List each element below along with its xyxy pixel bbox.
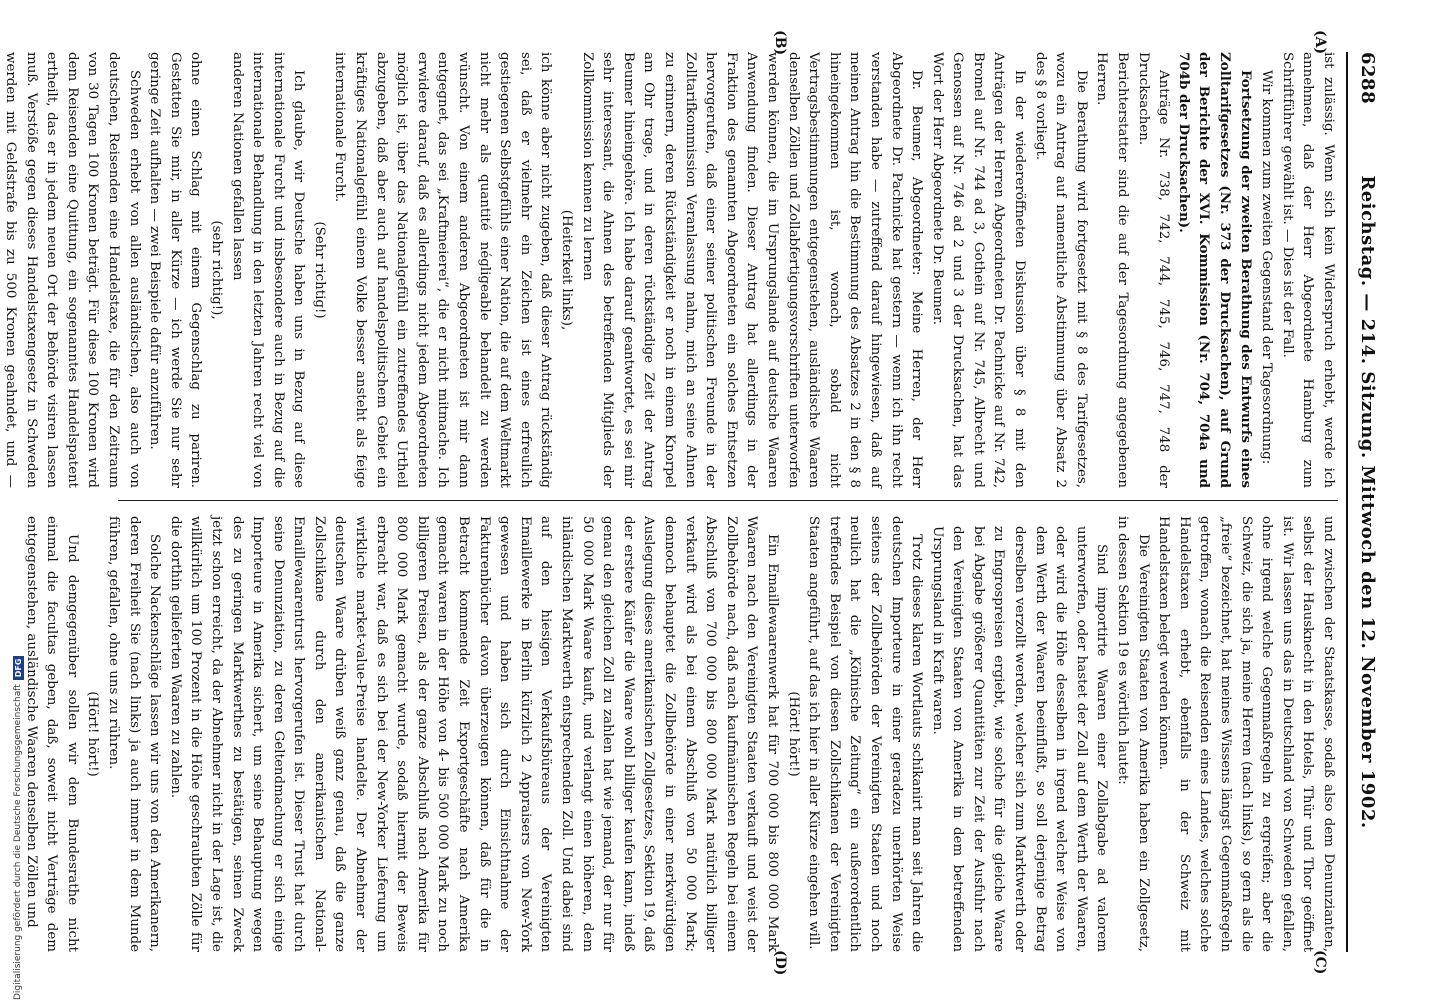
column-divider	[118, 500, 1338, 501]
paragraph: Ich glaube, wir Deutsche haben uns in Bezug auf diese internationale Furcht und insbesondere auch in Bezug auf die internationale Behandlung in den letzten Jahren recht viel von anderen Nationen gefallen lassen	[229, 52, 307, 488]
quoted-law-text: Sind importirte Waaren einer Zollabgabe ad valorem unterworfen, oder hastet der Zoll auf dem Werth der Waaren, oder wird die Höhe desselben in irgend welcher Weise von dem Werth der Waaren beeinflußt, so soll derjenige Betrag derselben verzollt werden, welcher sich zum Marktwerth oder zu Engrospreisen ergiebt, wie solche für die gleiche Waare bei Abgabe größerer Quantitäten zur Zeit der Ausfuhr nach den Vereinigten Staaten von Amerika in dem betreffenden Ursprungsland in Kraft waren.	[929, 526, 1110, 952]
paragraph: ich könne aber nicht zugeben, daß dieser Antrag rückständig sei, daß er vielmehr ein Zeichen ist eines erfreulich gestiegenen Selbstgefühls einer Nation, die auf dem Weltmarkt nicht mehr als quantité négligeable behandelt zu werden wünscht. Von einem anderen Abgeordneten ist mir dann entgegnet, das sei „Kraftmeierei“, die er nicht mitmache. Ich erwidere darauf, daß es allerdings nicht jedem Abgeordneten möglich ist, über das Nationalgefühl ein zutreffendes Urtheil abzugeben, daß aber auch auf handelspolitischem Gebiet ein kräftiges Nationalgefühl einem Volke besser ansteht als feige internationale Furcht.	[332, 52, 554, 488]
interjection: (Sehr richtig!)	[311, 221, 327, 319]
page-title: Reichstag. — 214. Sitzung. Mittwoch den 12. November 1902.	[1357, 175, 1378, 829]
page-number: 6288	[1357, 52, 1378, 105]
interjection: (Heiterkeit links),	[559, 209, 575, 331]
paragraph: Solche Nackenschläge lassen wir uns von den Amerikanern, deren Freiheit Sie (nach links) ja auch immer in dem Munde führen, gefallen, ohne uns zu rühren.	[105, 516, 163, 952]
margin-mark-c: (C)	[1312, 950, 1328, 975]
margin-mark-d: (D)	[772, 950, 788, 976]
speech-paragraph: Dr. Beumer, Abgeordneter: Meine Herren, der Herr Abgeordnete Dr. Pachnicke hat gestern — wenn ich ihn recht verstanden habe — zutreffend darauf hingewiesen, daß auf meinen Antrag hin die Bestimmung des Absatzes 2 in den § 8 hineingekommen ist, wonach, sobald nicht Vertragsbestimmungen entgegenstehen, ausländische Waaren denselben Zöllen und Zollabfertigungsvorschriften unterworfen werden können, die im Ursprungslande auf deutsche Waaren Anwendung finden. Dieser Antrag hat allerdings in der Fraktion des genannten Abgeordneten ein solches Entsetzen hervorgerufen, daß einer seiner politischen Freunde in der Zolltarifkommission Veranlassung nahm, mich an seine Ahnen zu erinnern, deren Rückständigkeit er noch in einem Knorpel am Ohr trage, und in deren rückständige Zeit der Antrag Beumer hineingehöre. Ich habe darauf geantwortet, es sei mir sehr interessant, die Ahnen des betreffenden Mitglieds der Zollkommission kennen zu lernen	[579, 52, 925, 488]
paragraph: Berichterstatter sind die auf der Tagesordnung angegebenen Herren.	[1094, 52, 1131, 488]
agenda-item-heading: Fortsetzung der zweiten Berathung des Entwurfs eines Zolltarifgesetzes (Nr. 373 der Drucksachen), auf Grund der Berichte der XVI. Kommission (Nr. 704, 704a und 704b der Drucksachen).	[1175, 52, 1254, 488]
right-column	[23, 516, 1338, 952]
interjection: (Hört! hört!)	[85, 691, 101, 777]
digitization-footer	[8, 0, 28, 1000]
interjection: (Hört! hört!)	[785, 691, 801, 777]
paragraph: Trotz dieses klaren Wortlauts schikanirt man seit Jahren die deutschen Importeure in einer geradezu unerhörten Weise seitens der Zollbehörden der Vereinigten Staaten und noch neulich hat die „Kölnische Zeitung“ ein außerordentlich treffendes Beispiel von diesen Zollschikanen der Vereinigten Staaten angeführt, auf das ich hier in aller Kürze eingehen will.	[806, 516, 925, 952]
paragraph: Ein Emaillewaarenwerk hat für 700 000 bis 800 000 Mark Waaren nach den Vereinigten Staaten verkauft und weist der Zollbehörde nach, daß nach kaufmännischen Regeln bei einem Abschluß von 700 000 bis 800 000 Mark natürlich billiger verkauft wird als bei einem Abschluß von 50 000 Mark; dennoch behauptet die Zollbehörde in einer merkwürdigen Auslegung dieses amerikanischen Zollgesetzes, Sektion 19, daß der erstere Käufer die Waare wohl billiger kaufen kann, indeß genau den gleichen Zoll zu zahlen hat wie jemand, der nur für 50 000 Mark Waare kauft, und verlangt einen höheren, dem inländischen Marktwerth entsprechenden Zoll. Und dabei sind auf den hiesigen Verkaufsbüreaus der Vereinigten Emaillewerke in Berlin kürzlich 2 Appraisers von New-York gewesen und haben sich durch Einsichtnahme der Fakturenbücher davon überzeugen können, daß für die in Betracht kommende Zeit Exportgeschäfte nach Amerika gemacht waren in der Höhe von 4- bis 500 000 Mark zu noch billigeren Preisen, als der ganze Abschluß nach Amerika für 800 000 Mark gemacht wurde, sodaß hiermit der Beweis erbracht war, daß es sich bei der New-Yorker Lieferung um wirkliche market-value-Preise handelte. Der Abnehmer der deutschen Waare drüben weiß ganz genau, daß die ganze Zollschikane durch den amerikanischen National-Emaillewaarentrust hervorgerufen ist. Dieser Trust hat durch seine Denunziation, zu deren Geltendmachung er sich einige Importeure in Amerika sichert, um seine Behauptung wegen des zu geringen Marktwerthes zu bestätigen, seinen Zweck jetzt schon erreicht, da der Abnehmer nicht in der Lage ist, die willkürlich um 100 Prozent in die Höhe geschraubten Zölle für die dorthin gelieferten Waaren zu zahlen.	[167, 516, 780, 952]
margin-mark-a: (A)	[1312, 30, 1328, 55]
interjection: (sehr richtig!),	[208, 220, 224, 320]
paragraph: In der wiedereröffneten Diskussion über § 8 mit den Anträgen der Herren Abgeordneten Dr. Pachnicke auf Nr. 742, Bromel auf Nr. 744 ad 3, Gothein auf Nr. 745, Albrecht und Genossen auf Nr. 746 ad 2 und 3 der Drucksachen, hat das Wort der Herr Abgeordnete Dr. Beumer.	[929, 52, 1028, 488]
paragraph: und zwischen der Staatskasse, sodaß also dem Denunzianten, selbst der Hausknecht in den Hotels, Thür und Thor geöffnet ist. Wir lassen uns das in Deutschland von Schweden gefallen, ohne irgend welche Gegenmaßregeln zu ergreifen; aber die Schweiz, die sich ja, meine Herren (nach links), so gern als die „freie“ bezeichnet, hat meines Wissens längst Gegenmaßregeln getroffen, wonach die Reisenden eines Landes, welches solche Handelstaxen erhebt, ebenfalls in der Schweiz mit Handelstaxen belegt werden können.	[1156, 516, 1336, 952]
paragraph: Wir kommen zum zweiten Gegenstand der Tagesordnung:	[1259, 70, 1275, 465]
page-header	[1346, 52, 1384, 952]
paragraph: ohne einen Schlag mit einem Gegenschlag zu pariren. Gestatten Sie mir, in aller Kürze — ich werde Sie nur sehr geringe Zeit aufhalten — zwei Beispiele dafür anzuführen.	[147, 52, 204, 488]
left-column	[3, 52, 1338, 488]
paragraph: Anträge Nr. 738, 742, 744, 745, 746, 747, 748 der Drucksachen.	[1135, 52, 1172, 488]
footer-text: Digitalisierung gefördert durch die Deutsche Forschungsgemeinschaft	[13, 684, 23, 1000]
margin-mark-b: (B)	[772, 30, 788, 56]
paragraph: ist zulässig. Wenn sich kein Widerspruch erhebt, werde ich annehmen, daß der Herr Abgeordnete Hamburg zum Schriftführer gewählt ist. — Dies ist der Fall.	[1279, 52, 1336, 488]
dfg-logo: DFG	[13, 656, 24, 681]
paragraph: Und demgegenüber sollen wir dem Bundesrathe nicht einmal die facultas geben, daß, soweit nicht Verträge dem entgegenstehen, ausländische Waaren denselben Zöllen und	[23, 516, 80, 952]
paragraph: Schweden erhebt von allen ausländischen, also auch von deutschen, Reisenden eine Handelstaxe, die für den Zeitraum von 30 Tagen 100 Kronen beträgt. Für diese 100 Kronen wird dem Reisenden eine Quittung, ein sogenanntes Handelspatent ertheilt, das er in jedem neuen Ort der Behörde visiren lassen muß. Verstöße gegen dieses Handelstaxengesetz in Schweden werden mit Geldstrafe bis zu 500 Kronen geahndet, und —	[3, 52, 142, 488]
paragraph: Die Vereinigten Staaten von Amerika haben ein Zollgesetz, in dessen Sektion 19 es wörtlich lautet:	[1115, 516, 1151, 952]
paragraph: Die Berathung wird fortgesetzt mit § 8 des Tarifgesetzes, wozu ein Antrag auf namentliche Abstimmung über Absatz 2 des § 8 vorliegt.	[1032, 52, 1089, 488]
